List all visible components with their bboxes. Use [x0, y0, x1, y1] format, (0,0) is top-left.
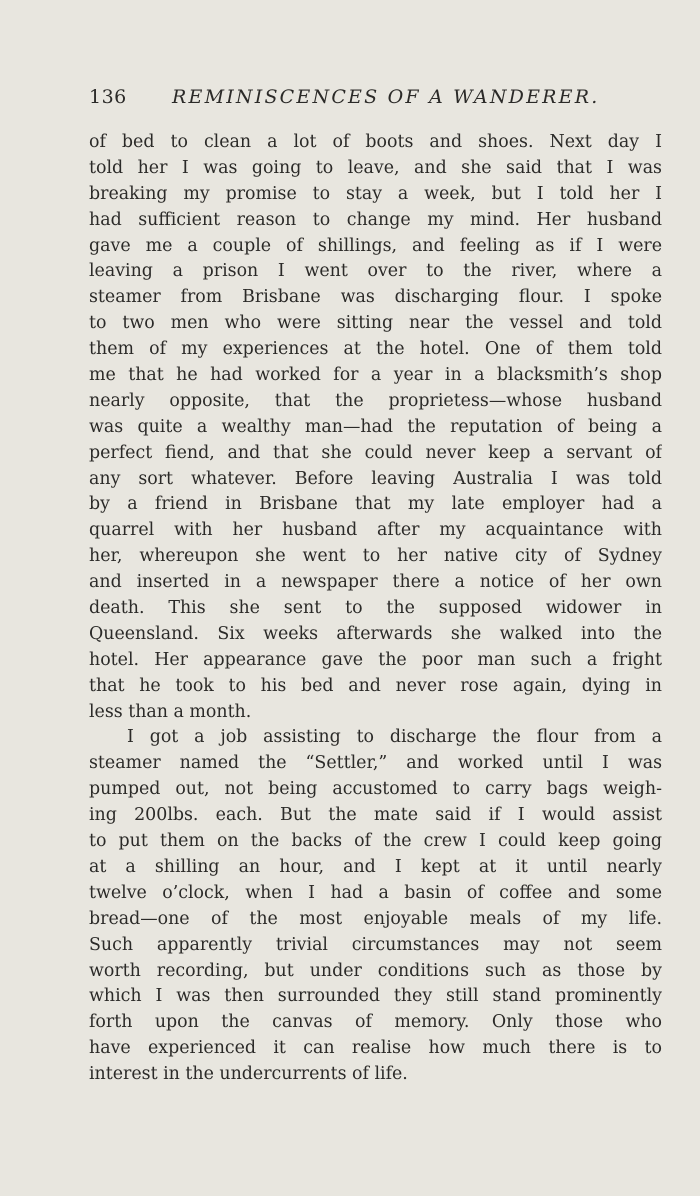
text-line: nearly opposite, that the proprietess—whose husband	[89, 390, 662, 411]
text-line: and inserted in a newspaper there a notice of her own	[89, 572, 662, 593]
text-line: any sort whatever. Before leaving Australia I was told	[89, 468, 662, 489]
text-line: to two men who were sitting near the vessel and told	[89, 313, 662, 334]
text-line: pumped out, not being accustomed to carry bags weigh-	[89, 779, 662, 800]
running-header	[89, 86, 614, 112]
text-line: death. This she sent to the supposed widower in	[89, 598, 662, 619]
running-title: REMINISCENCES OF A WANDERER.	[172, 86, 600, 108]
text-line: Such apparently trivial circumstances may not seem	[89, 934, 662, 955]
paragraph-end-line: interest in the undercurrents of life.	[89, 1064, 408, 1085]
text-line: hotel. Her appearance gave the poor man such a fright	[89, 649, 662, 670]
paragraph-start-line: I got a job assisting to discharge the flour from a	[127, 727, 662, 748]
text-line: Queensland. Six weeks afterwards she walked into the	[89, 623, 662, 644]
paragraph-end-line: less than a month.	[89, 701, 252, 722]
text-line: that he took to his bed and never rose again, dying in	[89, 675, 662, 696]
text-line: of bed to clean a lot of boots and shoes. Next day I	[89, 132, 662, 152]
text-line: quarrel with her husband after my acquaintance with	[89, 520, 662, 541]
text-line: leaving a prison I went over to the river, where a	[89, 261, 662, 282]
text-line: bread—one of the most enjoyable meals of my life.	[89, 908, 662, 929]
text-line: have experienced it can realise how much there is to	[89, 1038, 662, 1059]
body-text	[89, 130, 662, 1088]
text-line: worth recording, but under conditions such as those by	[89, 960, 662, 981]
text-line: told her I was going to leave, and she said that I was	[89, 157, 662, 178]
text-line: to put them on the backs of the crew I could keep going	[89, 831, 662, 852]
text-line: was quite a wealthy man—had the reputation of being a	[89, 416, 662, 437]
text-line: twelve o’clock, when I had a basin of coffee and some	[89, 882, 662, 903]
text-line: breaking my promise to stay a week, but I told her I	[89, 183, 662, 204]
text-line: gave me a couple of shillings, and feeling as if I were	[89, 235, 662, 256]
text-line: them of my experiences at the hotel. One of them told	[89, 339, 662, 360]
text-line: had sufficient reason to change my mind. Her husband	[89, 209, 662, 230]
text-line: by a friend in Brisbane that my late employer had a	[89, 494, 662, 515]
text-line: which I was then surrounded they still stand prominently	[89, 986, 662, 1007]
text-line: at a shilling an hour, and I kept at it until nearly	[89, 856, 662, 877]
text-line: me that he had worked for a year in a blacksmith’s shop	[89, 365, 662, 386]
text-line: her, whereupon she went to her native city of Sydney	[89, 546, 662, 567]
text-line: ing 200lbs. each. But the mate said if I would assist	[89, 805, 662, 826]
text-line: steamer named the “Settler,” and worked until I was	[89, 753, 662, 774]
text-line: forth upon the canvas of memory. Only those who	[89, 1012, 662, 1033]
text-line: steamer from Brisbane was discharging flour. I spoke	[89, 287, 662, 308]
text-line: perfect fiend, and that she could never keep a servant of	[89, 442, 662, 463]
page-number: 136	[89, 86, 127, 108]
